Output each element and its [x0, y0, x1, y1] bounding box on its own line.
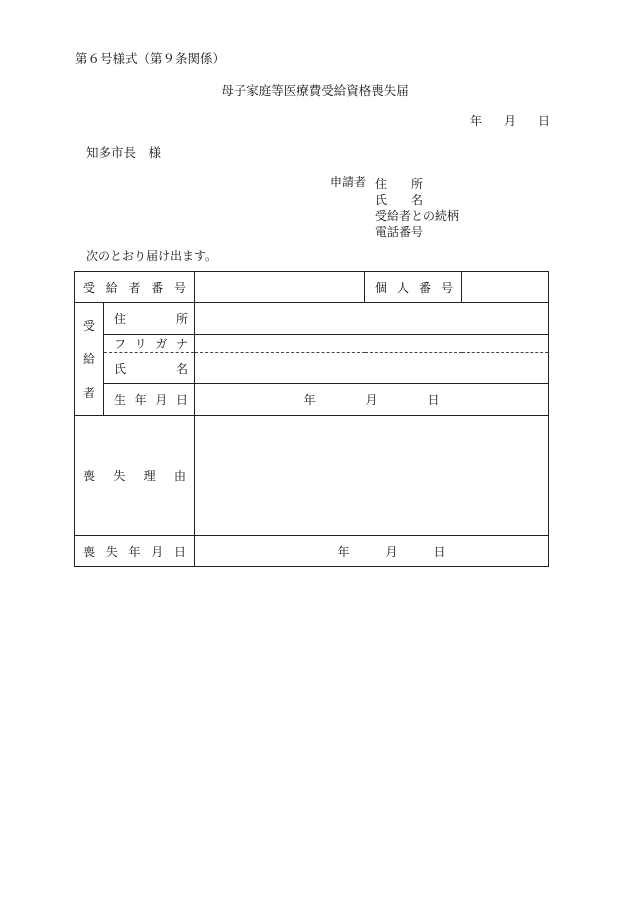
name-label: 氏 名: [104, 353, 195, 384]
birthdate-label: 生 年 月 日: [104, 384, 195, 416]
loss-reason-field[interactable]: [195, 416, 549, 536]
month-label: 月: [504, 114, 517, 128]
form-title: 母子家庭等医療費受給資格喪失届: [221, 83, 409, 98]
birthdate-field[interactable]: 年 月 日: [195, 384, 549, 416]
personal-number-field[interactable]: [462, 272, 549, 303]
applicant-fields: [375, 176, 459, 240]
addressee: 知多市長 様: [86, 145, 162, 160]
day-label: 日: [538, 114, 551, 128]
furigana-label: フ リ ガ ナ: [104, 335, 195, 353]
applicant-name-label: 氏 名: [375, 193, 424, 207]
intro-text: 次のとおり届け出ます。: [86, 249, 218, 263]
name-field[interactable]: [195, 353, 549, 384]
form-table: [74, 271, 549, 567]
form-number: 第６号様式（第９条関係）: [75, 51, 226, 66]
address-field[interactable]: [195, 303, 549, 335]
recipient-number-label: 受 給 者 番 号: [75, 272, 195, 303]
personal-number-label: 個 人 番 号: [365, 272, 462, 303]
year-label: 年: [470, 114, 483, 128]
recipient-vertical-label: 受 給 者: [75, 303, 104, 416]
recipient-number-field[interactable]: [195, 272, 365, 303]
submission-date: [470, 115, 550, 127]
loss-date-label: 喪 失 年 月 日: [75, 536, 195, 567]
applicant-relation-label: 受給者との続柄: [375, 209, 460, 223]
loss-reason-label: 喪 失 理 由: [75, 416, 195, 536]
furigana-field[interactable]: [195, 335, 549, 353]
address-label: 住 所: [104, 303, 195, 335]
applicant-label: 申請者: [330, 175, 367, 189]
applicant-phone-label: 電話番号: [375, 225, 424, 239]
applicant-address-label: 住 所: [375, 177, 424, 191]
loss-date-field[interactable]: 年 月 日: [195, 536, 549, 567]
